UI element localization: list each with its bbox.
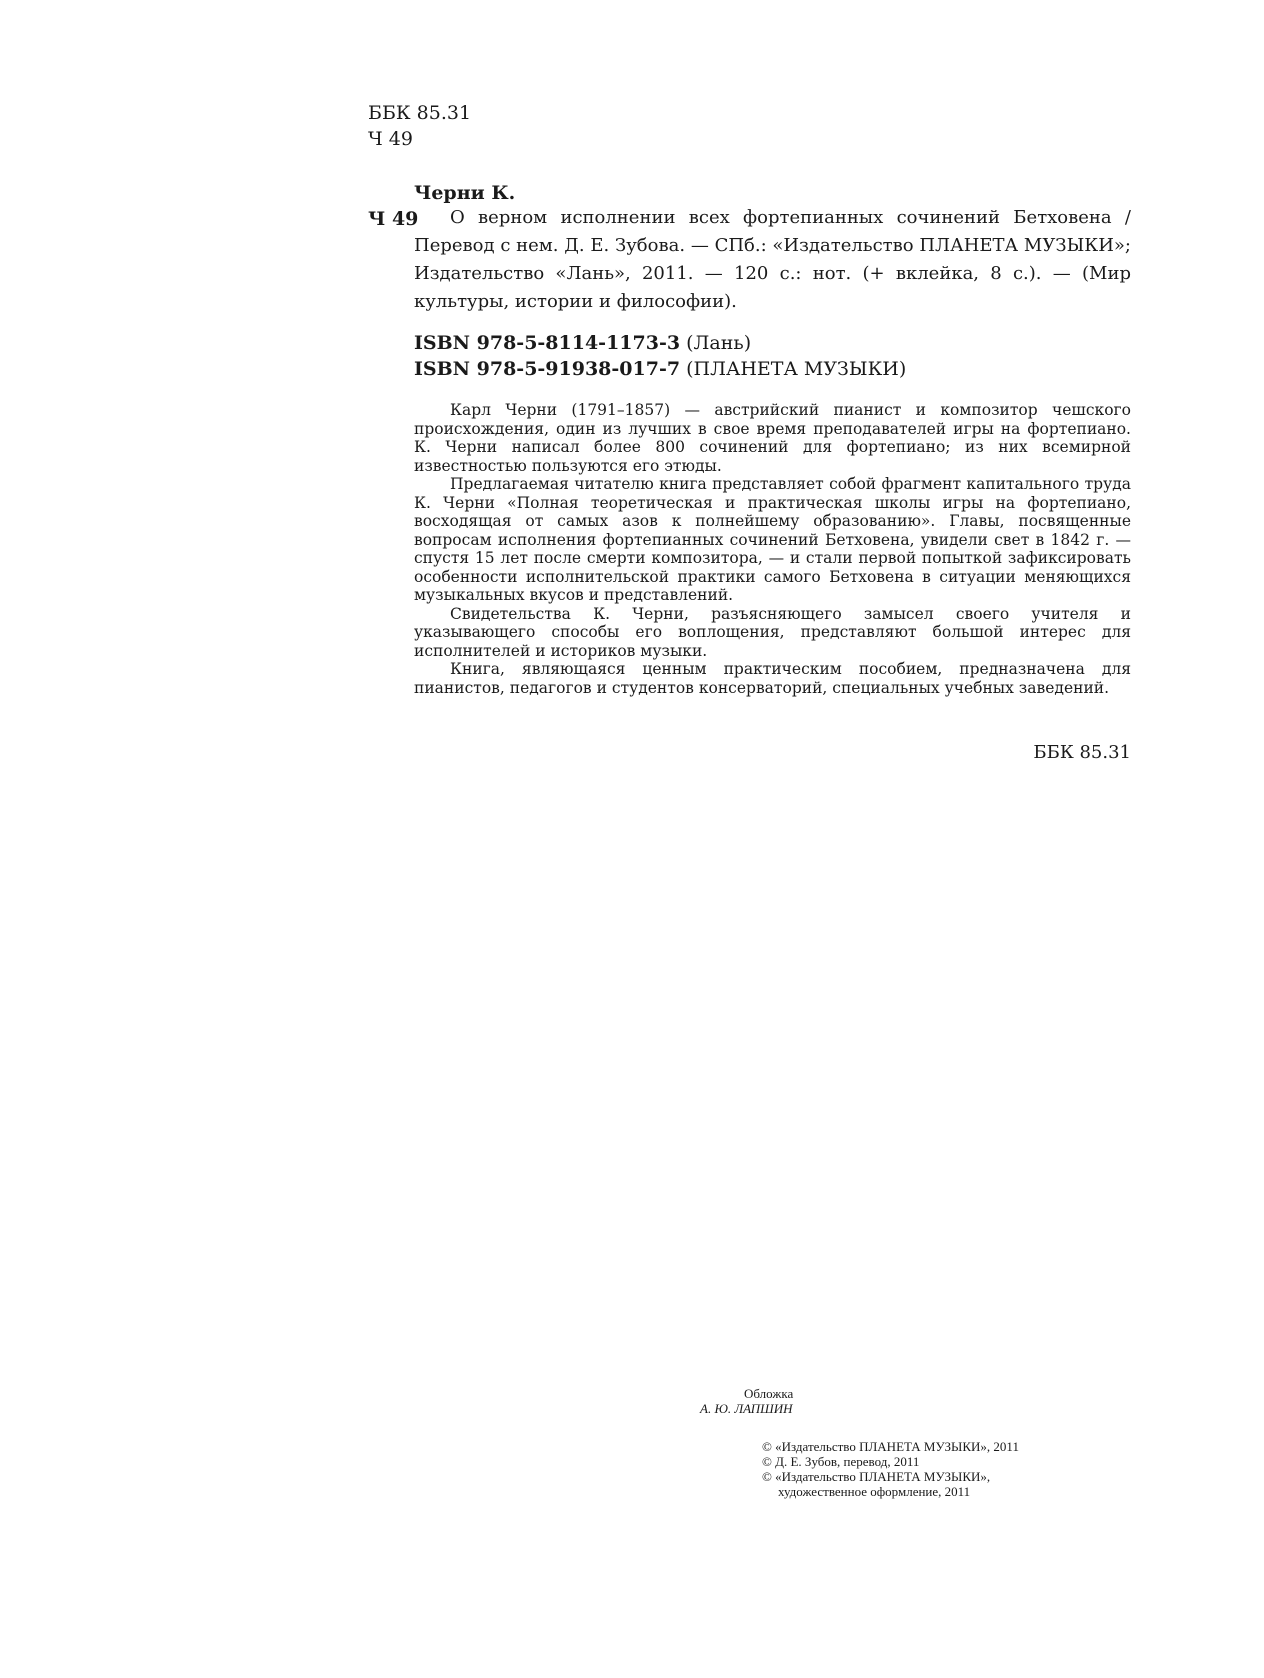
copyright-line: © «Издательство ПЛАНЕТА МУЗЫКИ», 2011 [762, 1439, 1019, 1454]
cover-designer: А. Ю. ЛАПШИН [700, 1401, 793, 1416]
bbk-header [368, 100, 471, 152]
copyright-block [762, 1439, 1019, 1499]
cover-label: Обложка [744, 1386, 794, 1401]
author-mark-side: Ч 49 [368, 208, 419, 230]
copyright-line: © «Издательство ПЛАНЕТА МУЗЫКИ», [762, 1469, 991, 1484]
cover-credit [700, 1386, 793, 1416]
isbn-2-publisher: (ПЛАНЕТА МУЗЫКИ) [680, 358, 907, 380]
isbn-1-publisher: (Лань) [680, 332, 752, 354]
copyright-line: художественное оформление, 2011 [778, 1484, 971, 1499]
annotation-paragraph: Предлагаемая читателю книга представляет собой фрагмент капитального труда К. Черни «Полная теоретическая и практическая школы игры на фортепиано, восходящая от самых азов к полнейшему образованию». Главы, посвященные вопросам исполнения фортепианных сочинений Бетховена, увидели свет в 1842 г. — спустя 15 лет после смерти композитора, — и стали первой попыткой зафиксировать особенности исполнительской практики самого Бетховена в ситуации меняющихся музыкальных вкусов и представлений. [414, 475, 1131, 604]
bibliographic-description: О верном исполнении всех фортепианных сочинений Бетховена / Перевод с нем. Д. Е. Зубова. — СПб.: «Издательство ПЛАНЕТА МУЗЫКИ»; Издательство «Лань», 2011. — 120 с.: нот. (+ вклейка, 8 с.). — (Мир культуры, истории и философии). [414, 207, 1131, 312]
bbk-footer: ББК 85.31 [1033, 742, 1131, 763]
isbn-block [414, 330, 906, 382]
author-mark: Ч 49 [368, 128, 413, 150]
annotation [414, 401, 1131, 697]
isbn-2-number: ISBN 978-5-91938-017-7 [414, 358, 681, 380]
bbk-code: ББК 85.31 [368, 102, 472, 124]
annotation-paragraph: Книга, являющаяся ценным практическим пособием, предназначена для пианистов, педагогов и студентов консерваторий, специальных учебных заведений. [414, 660, 1131, 697]
author-name: Черни К. [414, 182, 516, 204]
isbn-line-1 [414, 330, 906, 356]
annotation-paragraph: Свидетельства К. Черни, разъясняющего замысел своего учителя и указывающего способы его воплощения, представляют большой интерес для исполнителей и историков музыки. [414, 604, 1131, 660]
isbn-line-2 [414, 356, 906, 382]
copyright-line: © Д. Е. Зубов, перевод, 2011 [762, 1454, 920, 1469]
annotation-paragraph: Карл Черни (1791–1857) — австрийский пианист и композитор чешского происхождения, один из лучших в свое время преподавателей игры на фортепиано. К. Черни написал более 800 сочинений для фортепиано; из них всемирной известностью пользуются его этюды. [414, 401, 1131, 475]
isbn-1-number: ISBN 978-5-8114-1173-3 [414, 332, 681, 354]
